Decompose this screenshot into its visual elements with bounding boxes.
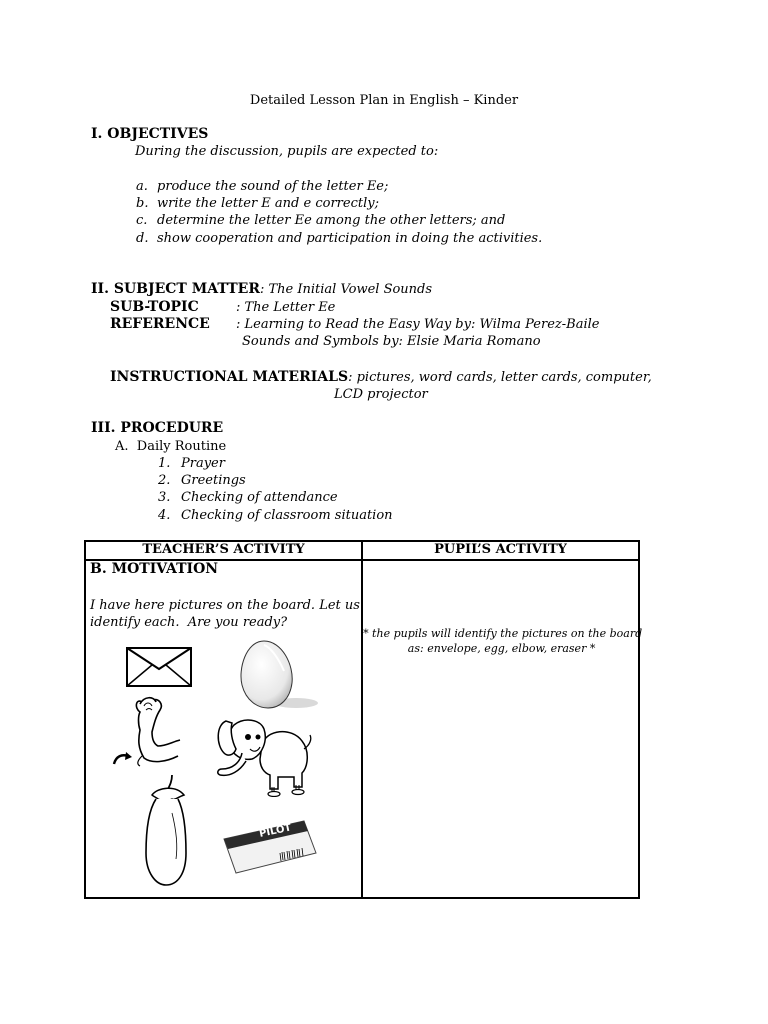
objective-letter: d. [136,231,149,246]
activity-table [84,540,643,899]
activity-table-row [85,560,639,898]
egg-picture [234,639,322,711]
pupil-text-line-2: as: envelope, egg, elbow, eraser * [407,642,596,655]
pupil-activity-header: PUPIL’S ACTIVITY [362,541,639,560]
teacher-text-line-2: identify each. Are you ready? [90,615,288,630]
objective-text: show cooperation and participation in doing the activities. [157,231,543,246]
reference-label: REFERENCE [110,316,210,332]
objective-letter: a. [136,179,148,194]
subtopic-label: SUB-TOPIC [110,299,199,315]
objective-letter: c. [136,213,148,228]
materials-label: INSTRUCTIONAL MATERIALS [110,369,349,385]
routine-text: Checking of classroom situation [181,508,393,523]
routine-num: 4. [158,508,171,523]
teacher-activity-header: TEACHER’S ACTIVITY [85,541,362,560]
teacher-text-line-1: I have here pictures on the board. Let us [90,598,360,613]
pupil-text-line-1: * the pupils will identify the pictures on the board [363,627,643,640]
reference-value-2: Sounds and Symbols by: Elsie Maria Romano [242,334,541,349]
objectives-intro: During the discussion, pupils are expected to: [135,144,439,159]
subject-matter-line [91,281,432,298]
procedure-heading: III. PROCEDURE [91,420,224,436]
elephant-picture [214,715,314,797]
routine-num: 2. [158,473,171,488]
objectives-heading: I. OBJECTIVES [91,126,209,142]
routine-text: Greetings [181,473,246,488]
motivation-heading: B. MOTIVATION [90,561,219,577]
objective-text: determine the letter Ee among the other letters; and [157,213,506,228]
teacher-activity-cell [85,560,362,898]
materials-line [110,369,652,386]
document-title: Detailed Lesson Plan in English – Kinder [249,93,519,108]
subtopic-value: : The Letter Ee [236,300,336,315]
pupil-activity-cell [362,560,643,898]
materials-value-2: LCD projector [334,387,428,402]
eraser-picture [220,817,320,877]
routine-num: 1. [158,456,171,471]
objective-text: write the letter E and e correctly; [157,196,379,211]
objective-letter: b. [136,196,149,211]
routine-text: Prayer [181,456,225,471]
routine-num: 3. [158,490,171,505]
subject-matter-label: II. SUBJECT MATTER [91,281,260,297]
subject-matter-value: : The Initial Vowel Sounds [259,282,433,297]
reference-value-1: : Learning to Read the Easy Way by: Wilma Perez-Baile [236,317,600,332]
routine-text: Checking of attendance [181,490,338,505]
daily-routine-label: A. Daily Routine [115,439,227,454]
materials-value-1: : pictures, word cards, letter cards, computer, [348,370,652,385]
objective-text: produce the sound of the letter Ee; [157,179,389,194]
eggplant-picture [138,773,194,889]
eraser-brand-text: PILOT [258,822,293,840]
envelope-picture [126,647,192,687]
activity-table-header [85,541,639,560]
